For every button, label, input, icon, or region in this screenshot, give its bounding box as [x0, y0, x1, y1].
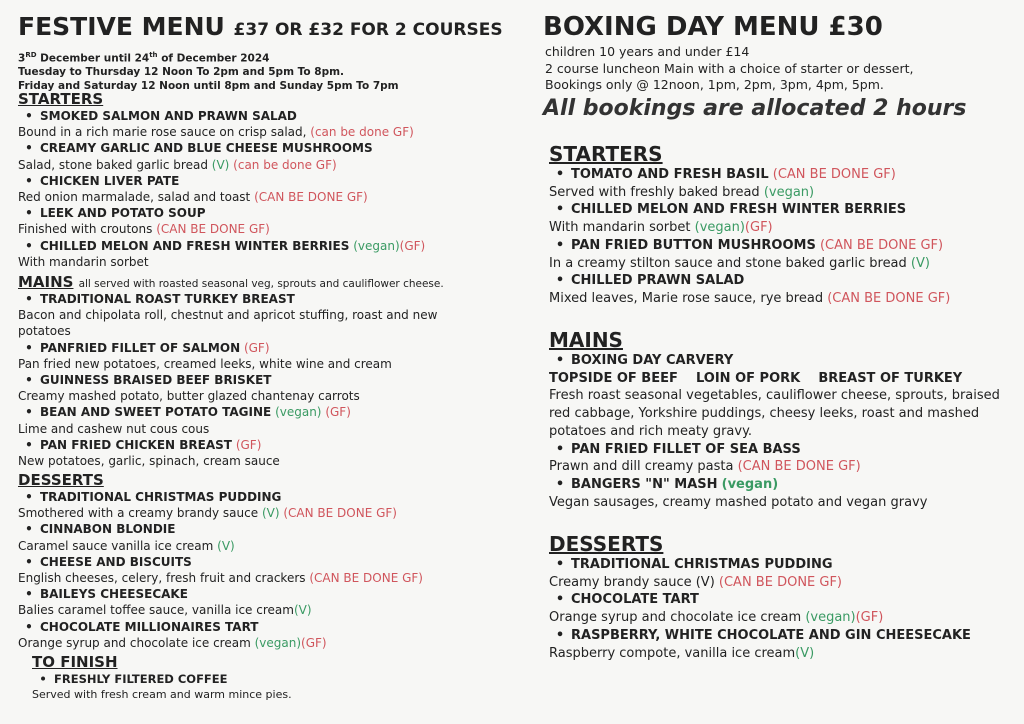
booking-allocation-note: All bookings are allocated 2 hours [543, 96, 967, 121]
list-item: • FRESHLY FILTERED COFFEE [39, 672, 228, 686]
carvery-description: Fresh roast seasonal vegetables, cauliflower cheese, sprouts, braised red cabbage, Yorkshire puddings, cheesy leeks, roast and mashed potatoes and rich meaty gravy. [549, 388, 1000, 439]
festive-hours-2: Friday and Saturday 12 Noon until 8pm and Sunday 5pm To 7pm [18, 79, 399, 92]
festive-desserts-heading: DESSERTS [18, 471, 104, 489]
list-item: • CHICKEN LIVER PATE [25, 173, 180, 188]
list-item: • RASPBERRY, WHITE CHOCOLATE AND GIN CHEESECAKE [555, 627, 971, 643]
festive-desserts-section: DESSERTS • TRADITIONAL CHRISTMAS PUDDING Smothered with a creamy brandy sauce (V) (CAN BE DONE GF) • CINNABON BLONDIE Caramel sauce vanilla ice cream (V) • CHEESE AND BISCUITS English cheeses, celery, fresh fruit and crackers (CAN BE DONE GF) • BAILEYS CHEESECAKE Balies caramel toffee sauce, vanilla ice cream(V) • CHOCOLATE MILLIONAIRES TART Orange syrup and chocolate ice cream (vegan)(GF) [18, 471, 423, 650]
carvery-meats: TOPSIDE OF BEEF LOIN OF PORK BREAST OF TURKEY [549, 370, 963, 386]
list-item: • BOXING DAY CARVERY [555, 353, 734, 368]
boxing-day-intro: children 10 years and under £14 2 course luncheon Main with a choice of starter or dessert, Bookings only @ 12noon, 1pm, 2pm, 3pm, 4pm, 5pm. [545, 44, 914, 92]
festive-starters-heading: STARTERS [18, 90, 104, 108]
list-item: • PANFRIED FILLET OF SALMON (GF) [25, 340, 270, 355]
festive-menu-price: £37 OR £32 FOR 2 COURSES [233, 20, 503, 40]
festive-mains-section: MAINS all served with roasted seasonal veg, sprouts and cauliflower cheese. • TRADITIONAL ROAST TURKEY BREAST Bacon and chipolata roll, chestnut and apricot stuffing, roast and new potatoes • PANFRIED FILLET OF SALMON (GF) Pan fried new potatoes, creamed leeks, white wine and cream • GUINNESS BRAISED BEEF BRISKET Creamy mashed potato, butter glazed chantenay carrots • BEAN AND SWEET POTATO TAGINE (vegan) (GF) Lime and cashew nut cous cous • PAN FRIED CHICKEN BREAST (GF) New potatoes, garlic, spinach, cream sauce [18, 272, 448, 469]
list-item: • TRADITIONAL CHRISTMAS PUDDING [25, 490, 282, 504]
list-item: • PAN FRIED CHICKEN BREAST (GF) [25, 437, 262, 452]
boxing-day-menu-title: BOXING DAY MENU £30 [543, 12, 883, 42]
list-item: • CHOCOLATE TART [555, 592, 699, 608]
festive-finish-heading: TO FINISH [32, 653, 118, 671]
list-item: • GUINNESS BRAISED BEEF BRISKET [25, 373, 272, 388]
festive-hours-1: Tuesday to Thursday 12 Noon To 2pm and 5pm To 8pm. [18, 66, 345, 78]
festive-starters-section: STARTERS • SMOKED SALMON AND PRAWN SALAD Bound in a rich marie rose sauce on crisp salad, (can be done GF) • CREAMY GARLIC AND BLUE CHEESE MUSHROOMS Salad, stone baked garlic bread (V) (can be done GF) • CHICKEN LIVER PATE Red onion marmalade, salad and toast (CAN BE DONE GF) • LEEK AND POTATO SOUP Finished with croutons (CAN BE DONE GF) • CHILLED MELON AND FRESH WINTER BERRIES (vegan)(GF) With mandarin sorbet [18, 90, 426, 269]
list-item: • CHEESE AND BISCUITS [25, 554, 192, 569]
list-item: • TRADITIONAL CHRISTMAS PUDDING [555, 557, 833, 572]
list-item: • CHILLED MELON AND FRESH WINTER BERRIES (vegan)(GF) [25, 238, 426, 253]
boxing-desserts-section: DESSERTS • TRADITIONAL CHRISTMAS PUDDING Creamy brandy sauce (V) (CAN BE DONE GF) • CHOCOLATE TART Orange syrup and chocolate ice cream (vegan)(GF) • RASPBERRY, WHITE CHOCOLATE AND GIN CHEESECAKE Raspberry compote, vanilla ice cream(V) [549, 532, 971, 661]
list-item: • BEAN AND SWEET POTATO TAGINE (vegan) (GF) [25, 405, 351, 420]
list-item: • TRADITIONAL ROAST TURKEY BREAST [25, 292, 295, 306]
boxing-starters-heading: STARTERS [549, 142, 663, 166]
list-item: • TOMATO AND FRESH BASIL (CAN BE DONE GF) [555, 167, 896, 182]
list-item: • PAN FRIED FILLET OF SEA BASS [555, 441, 801, 457]
list-item: • PAN FRIED BUTTON MUSHROOMS (CAN BE DONE GF) [555, 237, 944, 253]
festive-dates: 3RD December until 24th of December 2024 Tuesday to Thursday 12 Noon To 2pm and 5pm To 8pm. Friday and Saturday 12 Noon until 8pm and Sunday 5pm To 7pm [18, 51, 399, 92]
boxing-mains-section: MAINS • BOXING DAY CARVERY TOPSIDE OF BEEF LOIN OF PORK BREAST OF TURKEY Fresh roast seasonal vegetables, cauliflower cheese, sprouts, braised red cabbage, Yorkshire puddings, cheesy leeks, roast and mashed potatoes and rich meaty gravy. • PAN FRIED FILLET OF SEA BASS Prawn and dill creamy pasta (CAN BE DONE GF) • BANGERS "N" MASH (vegan) Vegan sausages, creamy mashed potato and vegan gravy [549, 328, 1004, 511]
list-item: • CHILLED MELON AND FRESH WINTER BERRIES [555, 202, 907, 218]
list-item: • LEEK AND POTATO SOUP [25, 206, 206, 221]
list-item: • BAILEYS CHEESECAKE [25, 587, 188, 602]
festive-menu-title: FESTIVE MENU £37 OR £32 FOR 2 COURSES [18, 12, 503, 41]
list-item: • CHILLED PRAWN SALAD [555, 273, 745, 289]
boxing-starters-section: STARTERS • TOMATO AND FRESH BASIL (CAN BE DONE GF) Served with freshly baked bread (vegan) • CHILLED MELON AND FRESH WINTER BERRIES With mandarin sorbet (vegan)(GF) • PAN FRIED BUTTON MUSHROOMS (CAN BE DONE GF) In a creamy stilton sauce and stone baked garlic bread (V) • CHILLED PRAWN SALAD Mixed leaves, Marie rose sauce, rye bread (CAN BE DONE GF) [549, 142, 951, 306]
list-item: • CHOCOLATE MILLIONAIRES TART [25, 619, 259, 634]
festive-mains-note: all served with roasted seasonal veg, sprouts and cauliflower cheese. [78, 278, 444, 290]
list-item: • CREAMY GARLIC AND BLUE CHEESE MUSHROOMS [25, 141, 373, 156]
boxing-mains-heading: MAINS [549, 328, 623, 352]
list-item: • CINNABON BLONDIE [25, 522, 176, 537]
festive-finish-section: TO FINISH • FRESHLY FILTERED COFFEE Served with fresh cream and warm mince pies. [32, 653, 292, 702]
festive-mains-heading: MAINS [18, 273, 74, 291]
list-item: • BANGERS "N" MASH (vegan) [555, 476, 779, 492]
list-item: • SMOKED SALMON AND PRAWN SALAD [25, 109, 297, 123]
boxing-desserts-heading: DESSERTS [549, 532, 664, 556]
